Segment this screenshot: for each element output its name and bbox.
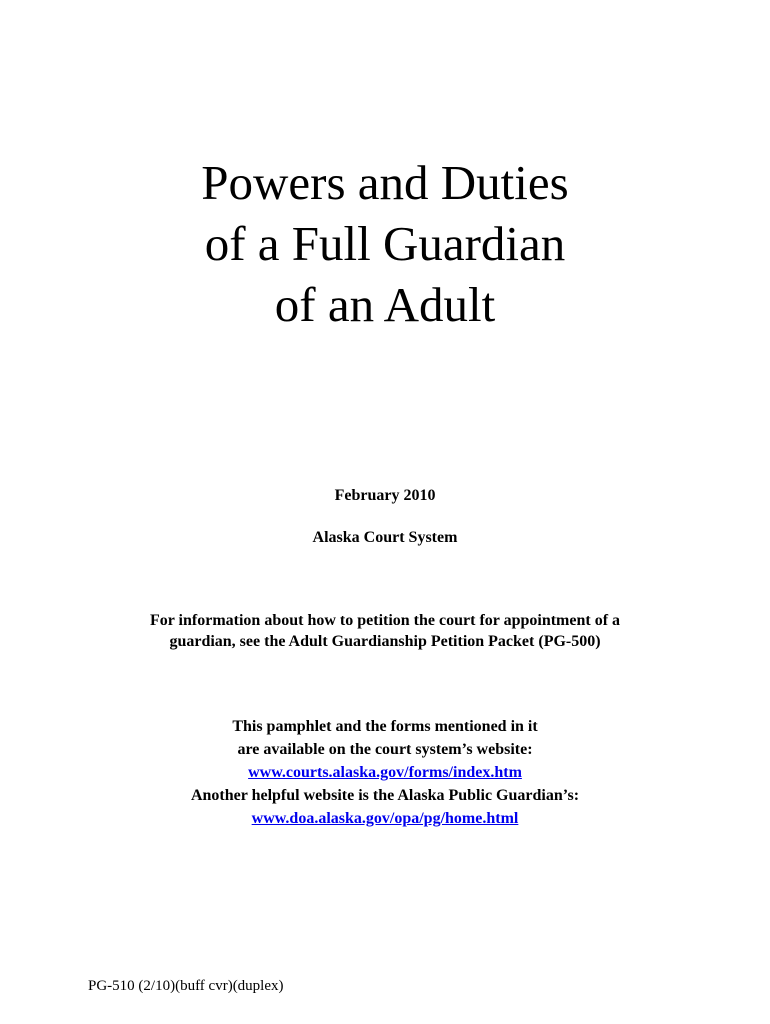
form-number-footer: PG-510 (2/10)(buff cvr)(duplex): [88, 978, 284, 994]
court-forms-link[interactable]: www.courts.alaska.gov/forms/index.htm: [248, 764, 522, 781]
document-title: [0, 152, 770, 335]
petition-info: [0, 610, 770, 652]
title-line: of an Adult: [274, 277, 496, 332]
availability-info: [0, 715, 770, 830]
petition-info-line: guardian, see the Adult Guardianship Petition Packet (PG-500): [169, 633, 601, 650]
title-line: Powers and Duties: [201, 155, 569, 210]
organization-name: Alaska Court System: [312, 529, 458, 546]
availability-line: are available on the court system’s website:: [237, 741, 533, 758]
public-guardian-link[interactable]: www.doa.alaska.gov/opa/pg/home.html: [251, 810, 519, 827]
availability-line: This pamphlet and the forms mentioned in it: [232, 718, 538, 735]
petition-info-line: For information about how to petition the court for appointment of a: [149, 612, 621, 629]
publication-date: February 2010: [334, 487, 436, 504]
title-line: of a Full Guardian: [204, 216, 566, 271]
availability-line: Another helpful website is the Alaska Public Guardian’s:: [190, 787, 580, 804]
